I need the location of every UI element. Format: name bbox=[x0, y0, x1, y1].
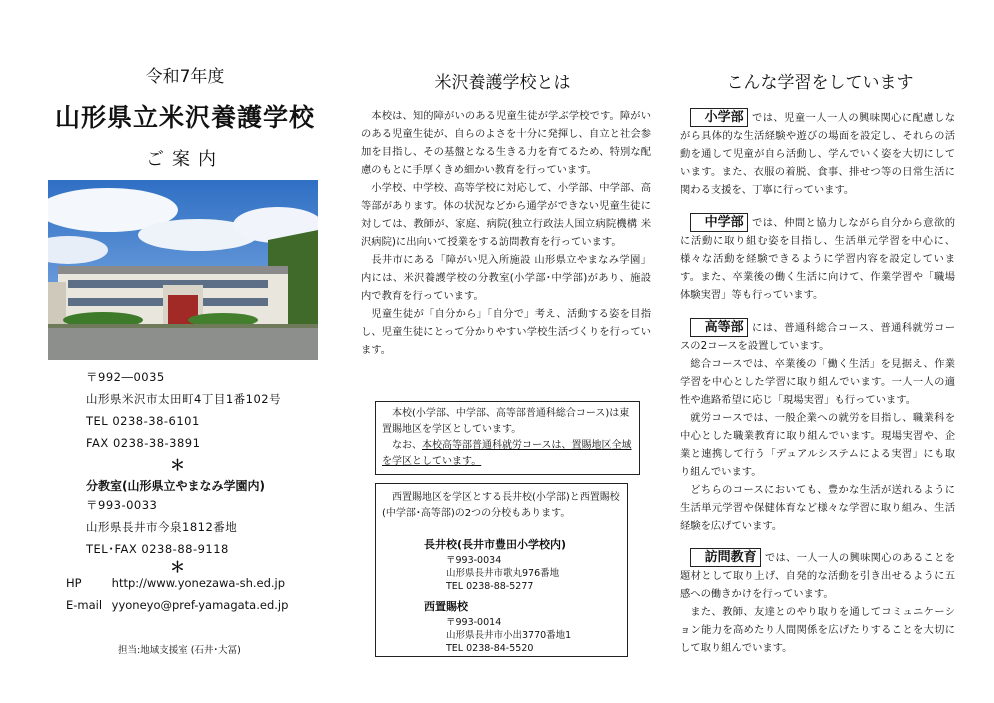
school-tel: TEL 0238-38-6101 bbox=[86, 414, 200, 428]
branch-title: 分教室(山形県立やまなみ学園内) bbox=[86, 479, 265, 493]
branch-name: 長井校(長井市豊田小学校内) bbox=[424, 538, 567, 551]
homepage-row bbox=[66, 576, 285, 590]
district-note-underline: 本校高等部普通科就労コースは、置賜地区全域を学区としています。 bbox=[382, 440, 632, 467]
high-paragraph: 就労コースでは、一般企業への就労を目指し、職業科を中心とした職業教育に取り組んでいます。現場実習や、企業と連携して行う「デュアルシステムによる実習」にも取り組んでいます。 bbox=[680, 412, 955, 478]
separator: ＊ bbox=[170, 456, 186, 474]
district-note bbox=[382, 438, 633, 470]
junior-section bbox=[680, 213, 955, 304]
about-heading: 米沢養護学校とは bbox=[434, 73, 571, 93]
about-text bbox=[361, 107, 651, 359]
school-year: 令和7年度 bbox=[145, 67, 225, 87]
hp-label: HP bbox=[66, 576, 82, 590]
branch-postal: 〒993-0033 bbox=[86, 498, 158, 512]
school-district-box bbox=[375, 401, 640, 475]
about-paragraph: 本校は、知的障がいのある児童生徒が学ぶ学校です。障がいのある児童生徒が、自らのよさを十分に発揮し、自立と社会参加を目指し、その基盤となる生きる力を育てるため、特別な配慮のもとに手厚くきめ細かい教育を行っています。 bbox=[361, 110, 651, 176]
about-paragraph: 長井市にある「障がい児入所施設 山形県立やまなみ学園」内には、米沢養護学校の分教室(小学部･中学部)があり、施設内で教育を行っています。 bbox=[361, 254, 651, 302]
school-postal: 〒992―0035 bbox=[86, 370, 165, 384]
branch-address: 山形県長井市小出3770番地1 bbox=[446, 630, 572, 641]
high-paragraph: どちらのコースにおいても、豊かな生活が送れるように生活単元学習や保健体育など様々な学習に取り組み、生活経験を広げています。 bbox=[680, 484, 955, 532]
email-label: E-mail bbox=[66, 598, 103, 612]
branch-schools-box bbox=[375, 483, 628, 657]
branch-intro: 西置賜地区を学区とする長井校(小学部)と西置賜校(中学部･高等部)の2つの分校もあります。 bbox=[382, 492, 620, 519]
branch-address: 山形県長井市今泉1812番地 bbox=[86, 520, 238, 534]
branch-telfax: TEL･FAX 0238-88-9118 bbox=[86, 542, 229, 556]
staff-contact: 担当:地域支援室 (石井･大冨) bbox=[118, 645, 241, 656]
separator: ＊ bbox=[170, 558, 186, 576]
elementary-tag: 小学部 bbox=[690, 108, 747, 127]
email-row bbox=[66, 598, 288, 612]
branch-postal: 〒993-0034 bbox=[446, 555, 502, 566]
visiting-tag: 訪問教育 bbox=[690, 548, 760, 567]
high-text: には、普通科総合コース、普通科就労コースの2コースを設置しています。 bbox=[680, 322, 955, 352]
school-address: 山形県米沢市太田町4丁目1番102号 bbox=[86, 392, 282, 406]
district-note-plain: なお、 bbox=[392, 440, 422, 451]
visiting-text: では、一人一人の興味関心のあることを題材として取り上げ、自発的な活動を引き出せるように五感への働きかけを行っています。 bbox=[680, 552, 955, 600]
about-paragraph: 小学校、中学校、高等学校に対応して、小学部、中学部、高等部があります。体の状況などから通学ができない児童生徒に対しては、教師が、家庭、病院(独立行政法人国立病院機構 米沢病院)に出向いて授業をする訪問教育を行っています。 bbox=[361, 182, 651, 248]
learning-heading: こんな学習をしています bbox=[726, 73, 914, 93]
school-name: 山形県立米沢養護学校 bbox=[54, 103, 315, 132]
high-paragraph: 総合コースでは、卒業後の「働く生活」を見据え、作業学習を中心とした学習に取り組んでいます。一人一人の適性や進路希望に応じ「現場実習」も行っています。 bbox=[680, 358, 955, 406]
junior-text: では、仲間と協力しながら自分から意欲的に活動に取り組む姿を目指し、生活単元学習を中心に、様々な活動を経験できるように学習内容を設定しています。また、卒業後の働く生活に向けて、作業学習や「職場体験実習」等も行っています。 bbox=[680, 217, 955, 301]
high-tag: 高等部 bbox=[690, 318, 747, 337]
junior-tag: 中学部 bbox=[690, 213, 747, 232]
guide-title: ご案内 bbox=[146, 149, 224, 170]
branch-name: 西置賜校 bbox=[424, 600, 468, 613]
branch-tel: TEL 0238-84-5520 bbox=[446, 643, 534, 654]
branch-postal: 〒993-0014 bbox=[446, 617, 502, 628]
elementary-text: では、児童一人一人の興味関心に配慮しながら具体的な生活経験や遊びの場面を設定し、それらの活動を通して児童が自ら活動し、学んでいく姿を大切にしています。また、衣服の着脱、食事、排せつ等の日常生活に関わる支援を、丁寧に行っています。 bbox=[680, 112, 955, 196]
elementary-section bbox=[680, 108, 955, 199]
school-fax: FAX 0238-38-3891 bbox=[86, 436, 201, 450]
about-paragraph: 児童生徒が「自分から」「自分で」考え、活動する姿を目指し、児童生徒にとって分かりやすい学校生活づくりを行っています。 bbox=[361, 308, 651, 356]
branch-tel: TEL 0238-88-5277 bbox=[446, 581, 534, 592]
school-building-photo bbox=[48, 180, 318, 360]
branch-address: 山形県長井市歌丸976番地 bbox=[446, 568, 560, 579]
district-line: 本校(小学部、中学部、高等部普通科総合コース)は東置賜地区を学区としています。 bbox=[382, 408, 630, 435]
visiting-section bbox=[680, 548, 955, 657]
email-link[interactable]: yyoneyo@pref-yamagata.ed.jp bbox=[111, 598, 289, 612]
visiting-paragraph: また、教師、友達とのやり取りを通してコミュニケーション能力を高めたり人間関係を広げたりすることを大切にして取り組んでいます。 bbox=[680, 606, 955, 654]
high-section bbox=[680, 318, 955, 535]
homepage-link[interactable]: http://www.yonezawa-sh.ed.jp bbox=[111, 576, 286, 590]
